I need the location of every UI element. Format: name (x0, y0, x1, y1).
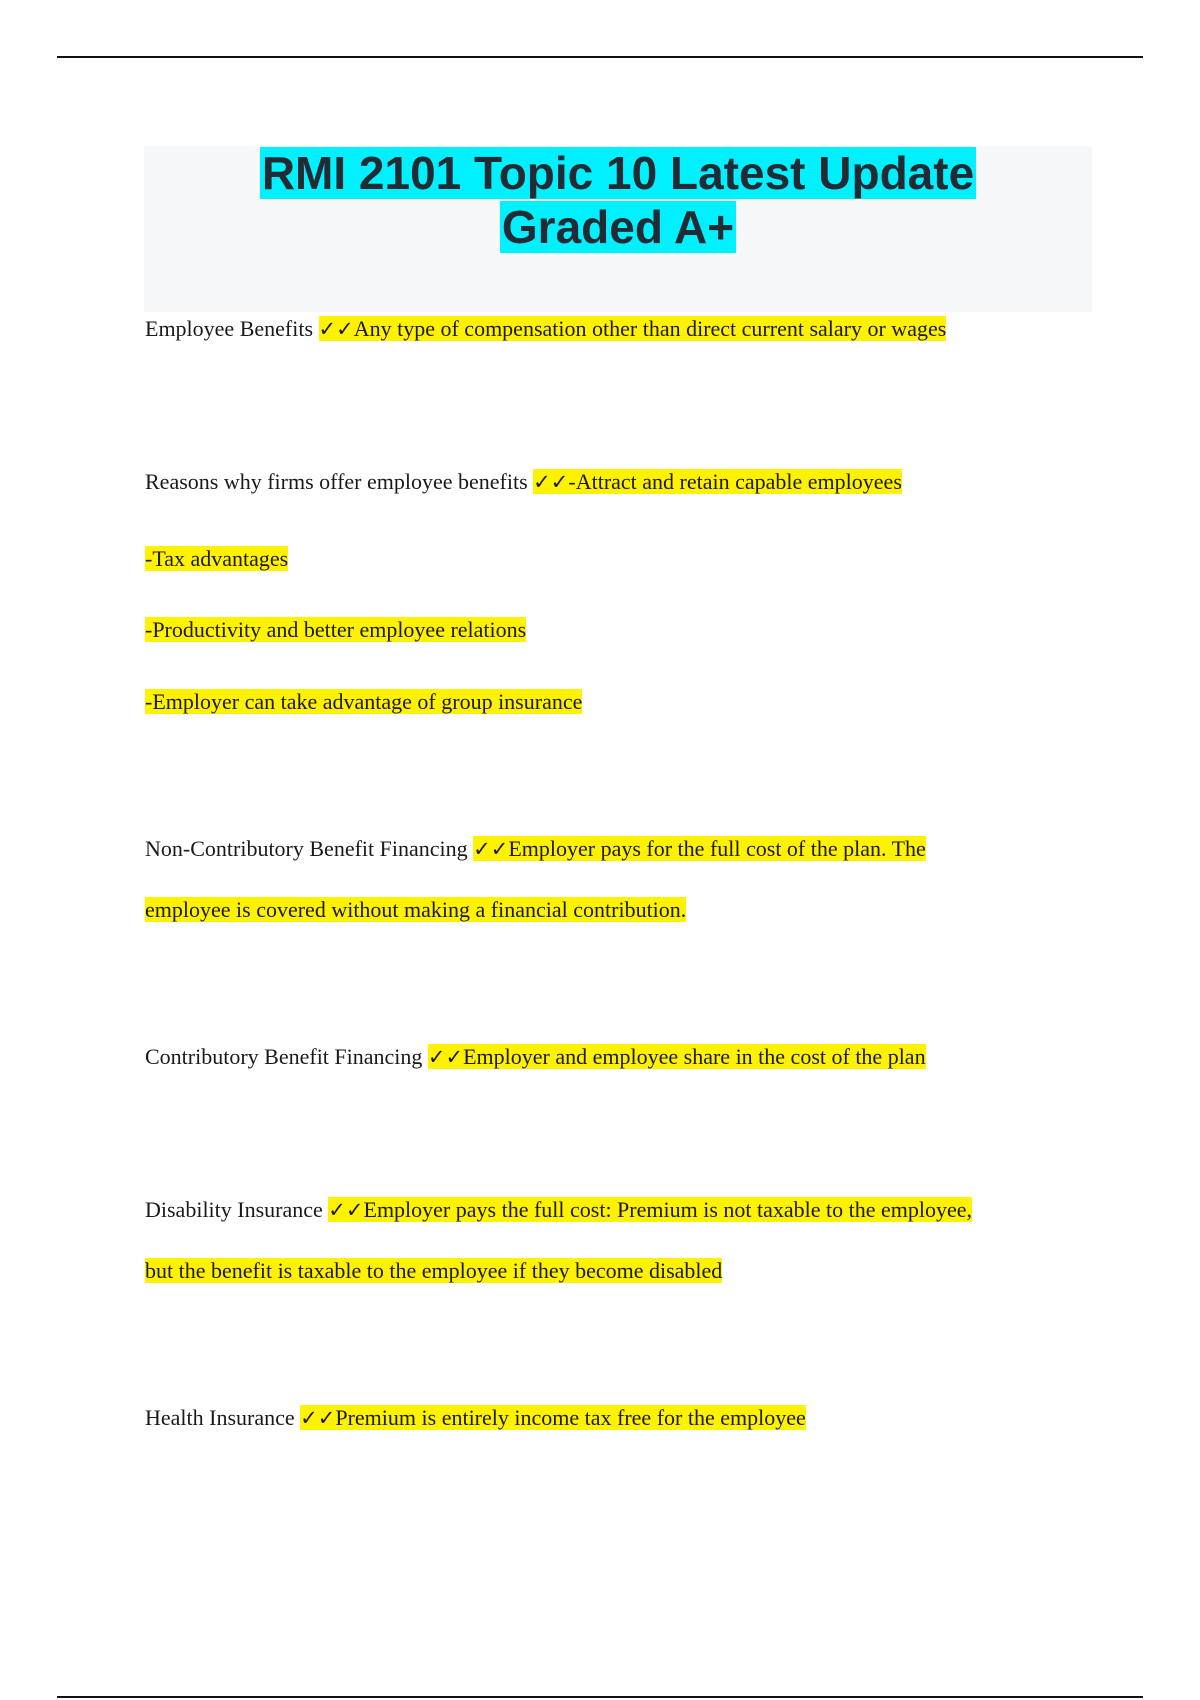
entry-non-contributory (145, 834, 926, 864)
top-rule (57, 56, 1143, 58)
entry-term: Disability Insurance (145, 1197, 323, 1222)
check-mark-icon: ✓✓ (427, 1045, 464, 1069)
check-mark-icon: ✓✓ (473, 837, 509, 861)
entry-answer-line: employee is covered without making a financial contribution. (145, 897, 687, 922)
entry-term: Employee Benefits (145, 316, 314, 341)
bottom-rule (57, 1696, 1143, 1698)
entry-term: Reasons why firms offer employee benefits (145, 469, 528, 494)
entry-answer: ✓✓Premium is entirely income tax free for the employee (300, 1405, 806, 1430)
check-mark-icon: ✓✓ (318, 317, 354, 341)
entry-disability-insurance (145, 1195, 972, 1225)
entry-answer: ✓✓Employer pays for the full cost of the plan. The (473, 836, 926, 861)
entry-term: Contributory Benefit Financing (145, 1044, 423, 1069)
entry-reasons (145, 467, 902, 497)
entry-contributory (145, 1042, 926, 1072)
document-title (144, 146, 1092, 254)
check-mark-icon: ✓✓ (533, 470, 569, 494)
check-mark-icon: ✓✓ (300, 1406, 336, 1430)
entry-answer-line: but the benefit is taxable to the employee if they become disabled (145, 1258, 723, 1283)
entry-health-insurance (145, 1403, 806, 1433)
entry-term: Non-Contributory Benefit Financing (145, 836, 468, 861)
entry-answer-line: -Employer can take advantage of group insurance (145, 689, 583, 714)
entry-answer: ✓✓Employer and employee share in the cost of the plan (427, 1044, 926, 1069)
entry-answer-line: -Tax advantages (145, 546, 289, 571)
entry-answer-line: -Productivity and better employee relations (145, 617, 527, 642)
check-mark-icon: ✓✓ (328, 1198, 364, 1222)
entry-answer: ✓✓Employer pays the full cost: Premium is not taxable to the employee, (328, 1197, 973, 1222)
entry-answer: ✓✓Any type of compensation other than direct current salary or wages (318, 316, 947, 341)
title-line-2: Graded A+ (501, 201, 735, 253)
entry-employee-benefits (145, 314, 946, 344)
entry-answer: ✓✓-Attract and retain capable employees (533, 469, 902, 494)
entry-term: Health Insurance (145, 1405, 295, 1430)
title-line-1: RMI 2101 Topic 10 Latest Update (261, 147, 975, 199)
